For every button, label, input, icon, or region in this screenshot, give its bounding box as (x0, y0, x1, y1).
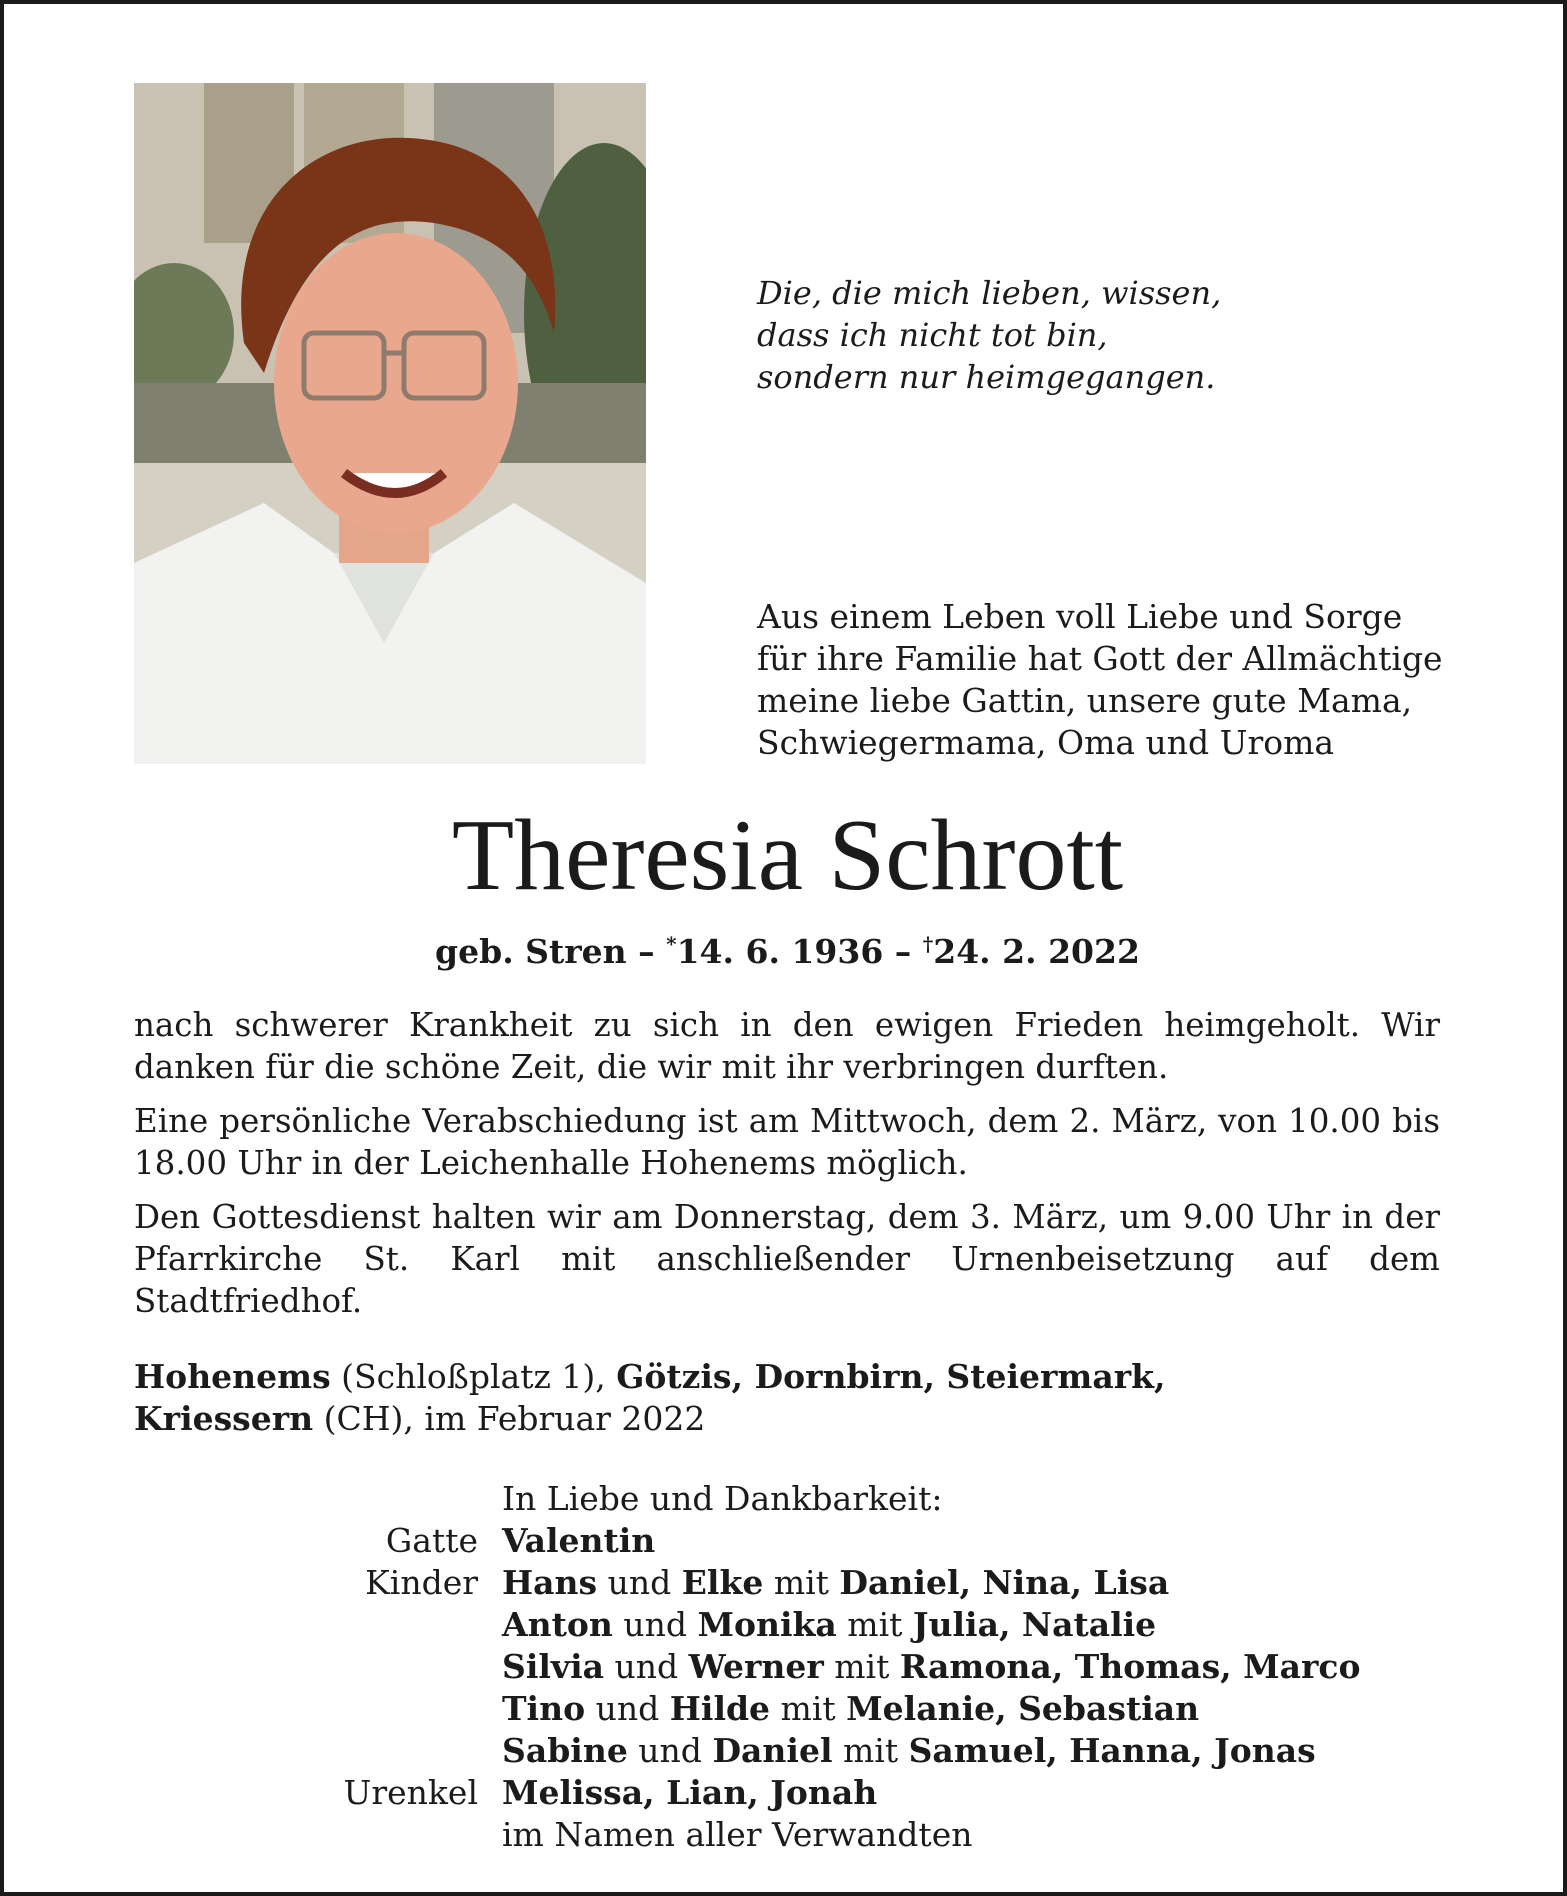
quote-line: dass ich nicht tot bin, (757, 316, 1108, 354)
birth-name: geb. Stren (435, 932, 627, 971)
place-address: (Schloßplatz 1), (330, 1357, 617, 1396)
intro-line: Schwiegermama, Oma und Uroma (757, 723, 1335, 762)
deceased-name: Theresia Schrott (451, 799, 1124, 912)
connector-text: und (597, 1563, 682, 1602)
mourner-name: Anton (502, 1605, 613, 1644)
mourner-name: Sabine (502, 1731, 628, 1770)
mourner-name: Tino (502, 1689, 586, 1728)
body-paragraph: nach schwerer Krankheit zu sich in den ewigen Frieden heimgeholt. Wir danken für die schöne Zeit, die wir mit ihr verbringen durften. (134, 1006, 1440, 1086)
mourner-name: Samuel, Hanna, Jonas (908, 1731, 1316, 1770)
mourner-names (502, 1772, 877, 1814)
mourner-row (134, 1646, 1454, 1688)
mourner-name: Julia, Natalie (912, 1605, 1157, 1644)
death-date: 24. 2. 2022 (933, 932, 1140, 971)
role-label: Kinder (365, 1563, 478, 1602)
mourner-name: Werner (688, 1647, 824, 1686)
quote-line: sondern nur heimgegangen. (757, 358, 1216, 396)
mourner-name: Hilde (669, 1689, 771, 1728)
intro-line: für ihre Familie hat Gott der Allmächtige (757, 639, 1443, 678)
mourner-names (502, 1604, 1156, 1646)
mourners-heading-row (134, 1478, 1454, 1520)
intro-line: meine liebe Gattin, unsere gute Mama, (757, 681, 1413, 720)
mourner-names (502, 1688, 1199, 1730)
mourner-name: Daniel (712, 1731, 833, 1770)
mourner-name: Daniel, Nina, Lisa (839, 1563, 1170, 1602)
quote-line: Die, die mich lieben, wissen, (757, 274, 1222, 312)
mourner-names (502, 1814, 972, 1856)
connector-text: mit (836, 1605, 913, 1644)
place-date: (CH), im Februar 2022 (313, 1399, 706, 1438)
connector-text: und (627, 1731, 713, 1770)
place-town: Kriessern (134, 1399, 314, 1438)
mourner-names (502, 1562, 1169, 1604)
mourner-row (134, 1604, 1454, 1646)
mourner-row (134, 1520, 1454, 1562)
mourner-row (134, 1772, 1454, 1814)
role-label: Urenkel (343, 1773, 478, 1812)
portrait-photo (134, 83, 646, 764)
mourner-rows (134, 1520, 1454, 1856)
mourner-names (502, 1730, 1316, 1772)
connector-text: mit (823, 1647, 900, 1686)
mourner-name: Silvia (502, 1647, 604, 1686)
birth-symbol: * (666, 932, 677, 956)
place-and-date (134, 1356, 1234, 1440)
life-dates (4, 922, 1567, 974)
connector-text: und (585, 1689, 670, 1728)
role-label: Gatte (385, 1521, 478, 1560)
connector-text: mit (832, 1731, 909, 1770)
role-label (134, 1730, 502, 1772)
connector-text: und (604, 1647, 689, 1686)
intro-text (757, 596, 1447, 764)
birth-date: 14. 6. 1936 (676, 932, 884, 971)
connector-text: im Namen aller Verwandten (502, 1815, 973, 1854)
mourner-row (134, 1730, 1454, 1772)
role-label (134, 1478, 502, 1520)
mourner-row (134, 1562, 1454, 1604)
place-town: Hohenems (134, 1357, 331, 1396)
mourner-name: Ramona, Thomas, Marco (899, 1647, 1361, 1686)
mourner-row (134, 1688, 1454, 1730)
quote-block (757, 272, 1317, 398)
mourner-names (502, 1646, 1361, 1688)
separator: – (894, 932, 912, 971)
intro-line: Aus einem Leben voll Liebe und Sorge (757, 597, 1403, 636)
mourner-names (502, 1520, 655, 1562)
role-label (134, 1646, 502, 1688)
mourner-name: Monika (697, 1605, 837, 1644)
connector-text: mit (770, 1689, 847, 1728)
body-paragraph: Den Gottesdienst halten wir am Donnerstag, dem 3. März, um 9.00 Uhr in der Pfarrkirche St. Karl mit anschließender Urnenbeisetzung auf dem Stadtfriedhof. (134, 1198, 1440, 1320)
body-paragraph: Eine persönliche Verabschiedung ist am Mittwoch, dem 2. März, von 10.00 bis 18.00 Uhr in der Leichenhalle Hohenems möglich. (134, 1102, 1440, 1182)
place-line-2 (134, 1398, 1234, 1440)
role-label (134, 1814, 502, 1856)
place-towns: Götzis, Dornbirn, Steiermark, (616, 1357, 1166, 1396)
notice-body (134, 1004, 1440, 1334)
role-label (134, 1688, 502, 1730)
separator: – (638, 932, 655, 971)
connector-text: mit (763, 1563, 840, 1602)
mourners-list (134, 1478, 1454, 1856)
mourner-row (134, 1814, 1454, 1856)
mourner-name: Melissa, Lian, Jonah (502, 1773, 878, 1812)
connector-text: und (612, 1605, 698, 1644)
mourner-name: Elke (681, 1563, 764, 1602)
mourner-name: Valentin (502, 1521, 656, 1560)
mourners-heading: In Liebe und Dankbarkeit: (502, 1479, 943, 1518)
portrait-illustration (134, 83, 646, 764)
role-label (134, 1604, 502, 1646)
mourner-name: Hans (502, 1563, 598, 1602)
mourner-name: Melanie, Sebastian (846, 1689, 1200, 1728)
place-line-1 (134, 1356, 1234, 1398)
death-symbol: † (922, 932, 934, 956)
